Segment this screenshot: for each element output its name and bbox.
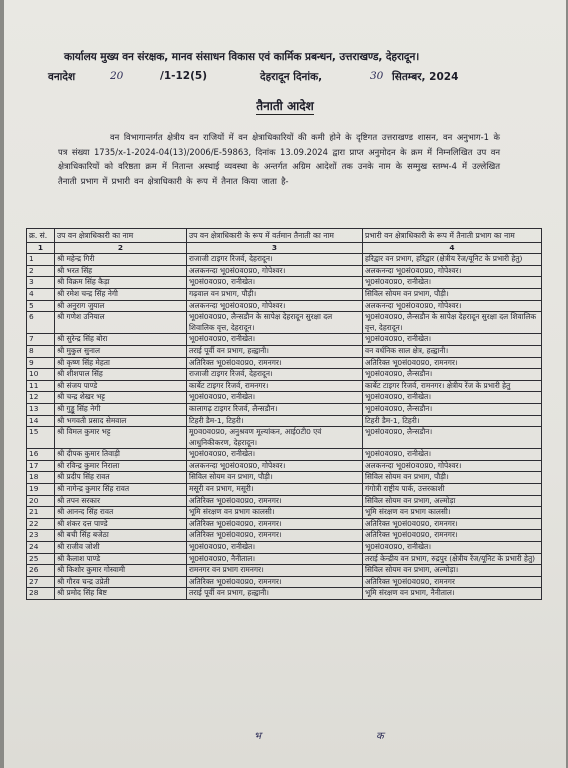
order-paragraph: वन विभागान्तर्गत क्षेत्रीय वन राजियों में वन क्षेत्राधिकारियों की कमी होने के दृष्टिगत उत्तराखण्ड शासन, वन अनुभाग-1 के पत्र संख्या 1735/x-1-2024-04(13)/2006/E-59863, दिनांक 13.09.2024 द्वारा प्राप्त अनुमोदन के क्रम में निम्नलिखित उप वन क्षेत्राधिकारियों को वरिष्ठता क्रम में नितान्त अस्थाई व्यवस्था के अन्तर्गत अग्रिम आदेशों तक उनके नाम के सम्मुख स्तम्भ-4 में उल्लेखित तैनाती प्रभाग में प्रभारी वन क्षेत्राधिकारी के रूप में तैनात किया जाता है-: [58, 132, 500, 186]
officer-name-cell: श्री कृष्ण सिंह मेहता: [55, 357, 187, 369]
table-body: [27, 254, 542, 600]
column-number: 1: [27, 242, 55, 254]
table-row: [27, 507, 542, 519]
officer-name-cell: श्री प्रमोद सिंह बिष्ट: [55, 588, 187, 600]
table-row: [27, 277, 542, 289]
current-posting-cell: अतिरिक्त भू0सं0व0प्र0, रामनगर।: [187, 495, 363, 507]
table-row: [27, 530, 542, 542]
officer-name-cell: श्री सुरेन्द्र सिंह बोरा: [55, 334, 187, 346]
table-row: [27, 518, 542, 530]
serial-cell: 9: [27, 357, 55, 369]
officer-name-cell: श्री दीपक कुमार तिवाड़ी: [55, 449, 187, 461]
current-posting-cell: राजाजी टाइगर रिजर्व, देहरादून।: [187, 254, 363, 266]
table-row: [27, 254, 542, 266]
current-posting-cell: भू0सं0व0प्र0, नैनीताल।: [187, 553, 363, 565]
serial-cell: 12: [27, 392, 55, 404]
serial-cell: 28: [27, 588, 55, 600]
serial-cell: 6: [27, 312, 55, 334]
current-posting-cell: गढ़वाल वन प्रभाग, पौड़ी।: [187, 288, 363, 300]
serial-cell: 24: [27, 542, 55, 554]
table-row: [27, 460, 542, 472]
new-posting-cell: भू0सं0व0प्र0, रानीखेत।: [363, 277, 542, 289]
header-current-posting: उप वन क्षेत्राधिकारी के रूप में वर्तमान तैनाती का नाम: [187, 229, 363, 243]
officer-name-cell: श्री विमल कुमार भट्ट: [55, 427, 187, 449]
current-posting-cell: मू0व0व0प्र0, अनुश्रवण मूल्यांकन, आई0टी0 एवं आधुनिकीकरण, देहरादून।: [187, 427, 363, 449]
new-posting-cell: अतिरिक्त भू0सं0व0प्र0, रामनगर: [363, 576, 542, 588]
serial-cell: 16: [27, 449, 55, 461]
new-posting-cell: भू0सं0व0प्र0, लैन्सडौन के सापेक्ष देहरादून सुरक्षा दल शिवालिक वृत्त, देहरादून।: [363, 312, 542, 334]
table-row: [27, 576, 542, 588]
order-reference: /1-12(5): [160, 70, 208, 82]
officer-name-cell: श्री महेन्द्र गिरी: [55, 254, 187, 266]
current-posting-cell: भू0सं0व0प्र0, रानीखेत।: [187, 449, 363, 461]
officer-name-cell: श्री विक्रम सिंह कैड़ा: [55, 277, 187, 289]
new-posting-cell: अलकनन्दा भू0सं0व0प्र0, गोपेश्वर।: [363, 265, 542, 277]
serial-cell: 20: [27, 495, 55, 507]
current-posting-cell: अलकनन्दा भू0सं0व0प्र0, गोपेश्वर।: [187, 265, 363, 277]
new-posting-cell: भू0सं0व0प्र0, रानीखेत।: [363, 542, 542, 554]
officer-name-cell: श्री किशोर कुमार गोस्वामी: [55, 565, 187, 577]
new-posting-cell: अलकनन्दा भू0सं0व0प्र0, गोपेश्वर।: [363, 460, 542, 472]
current-posting-cell: टिहरी डैम-1, टिहरी।: [187, 415, 363, 427]
current-posting-cell: तराई पूर्वी वन प्रभाग, हल्द्वानी।: [187, 588, 363, 600]
serial-cell: 23: [27, 530, 55, 542]
serial-cell: 5: [27, 300, 55, 312]
new-posting-cell: सिविल सोयम वन प्रभाग, पौड़ी।: [363, 472, 542, 484]
new-posting-cell: भू0सं0व0प्र0, लैन्सडौन।: [363, 427, 542, 449]
serial-cell: 10: [27, 369, 55, 381]
current-posting-cell: भू0सं0व0प्र0, लैन्सडौन के सापेक्ष देहरादून सुरक्षा दल शिवालिक वृत्त, देहरादून।: [187, 312, 363, 334]
new-posting-cell: भूमि संरक्षण वन प्रभाग कालसी।: [363, 507, 542, 519]
serial-cell: 11: [27, 380, 55, 392]
table-row: [27, 357, 542, 369]
posting-table: [26, 228, 542, 600]
current-posting-cell: अतिरिक्त भू0सं0व0प्र0, रामनगर।: [187, 357, 363, 369]
officer-name-cell: श्री बची सिंह बजेठा: [55, 530, 187, 542]
serial-cell: 7: [27, 334, 55, 346]
officer-name-cell: श्री आनन्द सिंह रावत: [55, 507, 187, 519]
officer-name-cell: श्री तपन सरकार: [55, 495, 187, 507]
table-row: [27, 300, 542, 312]
serial-cell: 15: [27, 427, 55, 449]
serial-cell: 25: [27, 553, 55, 565]
new-posting-cell: तराई केन्द्रीय वन प्रभाग, रुद्रपुर (क्षेत्रीय रेंज/यूनिट के प्रभारी हेतु): [363, 553, 542, 565]
officer-name-cell: श्री गुड्डू सिंह नेगी: [55, 403, 187, 415]
current-posting-cell: अलकनन्दा भू0सं0व0प्र0, गोपेश्वर।: [187, 300, 363, 312]
table-row: [27, 553, 542, 565]
new-posting-cell: अतिरिक्त भू0सं0व0प्र0, रामनगर।: [363, 357, 542, 369]
officer-name-cell: श्री रमेश चन्द्र सिंह नेगी: [55, 288, 187, 300]
new-posting-cell: सिविल सोयम वन प्रभाग, पौड़ी।: [363, 288, 542, 300]
new-posting-cell: सिविल सोयम वन प्रभाग, अल्मोड़ा।: [363, 565, 542, 577]
header-officer-name: उप वन क्षेत्राधिकारी का नाम: [55, 229, 187, 243]
serial-cell: 26: [27, 565, 55, 577]
current-posting-cell: कालागढ़ टाइगर रिजर्व, लैन्सडौन।: [187, 403, 363, 415]
new-posting-cell: टिहरी डैम-1, टिहरी।: [363, 415, 542, 427]
current-posting-cell: भूमि संरक्षण वन प्रभाग कालसी।: [187, 507, 363, 519]
table-row: [27, 495, 542, 507]
serial-cell: 8: [27, 345, 55, 357]
serial-cell: 17: [27, 460, 55, 472]
table-row: [27, 415, 542, 427]
table-row: [27, 392, 542, 404]
table-row: [27, 565, 542, 577]
column-number: 4: [363, 242, 542, 254]
current-posting-cell: मसूरी वन प्रभाग, मसूरी।: [187, 484, 363, 496]
serial-cell: 18: [27, 472, 55, 484]
current-posting-cell: तराई पूर्वी वन प्रभाग, हल्द्वानी।: [187, 345, 363, 357]
current-posting-cell: कार्बेट टाइगर रिजर्व, रामनगर।: [187, 380, 363, 392]
officer-name-cell: श्री शीशपाल सिंह: [55, 369, 187, 381]
current-posting-cell: अतिरिक्त भू0सं0व0प्र0, रामनगर।: [187, 530, 363, 542]
officer-name-cell: श्री गौरव चन्द्र उप्रेती: [55, 576, 187, 588]
serial-cell: 3: [27, 277, 55, 289]
initial-mark: क: [376, 731, 384, 742]
current-posting-cell: अतिरिक्त भू0सं0व0प्र0, रामनगर।: [187, 518, 363, 530]
serial-cell: 1: [27, 254, 55, 266]
order-title: तैनाती आदेश: [256, 99, 314, 113]
table-row: [27, 288, 542, 300]
officer-name-cell: श्री अनुराग जुयाल: [55, 300, 187, 312]
current-posting-cell: भू0सं0व0प्र0, रानीखेत।: [187, 542, 363, 554]
order-no-value: 20: [110, 70, 124, 82]
current-posting-cell: भू0सं0व0प्र0, रानीखेत।: [187, 277, 363, 289]
officer-name-cell: श्री गणेश उनियाल: [55, 312, 187, 334]
current-posting-cell: सिविल सोयम वन प्रभाग, पौड़ी।: [187, 472, 363, 484]
date-value: 30: [370, 70, 384, 82]
new-posting-cell: वन वर्धनिक साल क्षेत्र, हल्द्वानी।: [363, 345, 542, 357]
serial-cell: 27: [27, 576, 55, 588]
table-row: [27, 542, 542, 554]
serial-cell: 21: [27, 507, 55, 519]
officer-name-cell: श्री भरत सिंह: [55, 265, 187, 277]
officer-name-cell: श्री प्रदीप सिंह रावत: [55, 472, 187, 484]
table-row: [27, 265, 542, 277]
order-no-label: वनादेश: [48, 71, 76, 83]
new-posting-cell: भू0सं0व0प्र0, रानीखेत।: [363, 449, 542, 461]
table-row: [27, 369, 542, 381]
current-posting-cell: भू0सं0व0प्र0, रानीखेत।: [187, 392, 363, 404]
table-row: [27, 345, 542, 357]
table-header-row: [27, 229, 542, 243]
table-row: [27, 334, 542, 346]
current-posting-cell: भू0सं0व0प्र0, रानीखेत।: [187, 334, 363, 346]
table-row: [27, 588, 542, 600]
officer-name-cell: श्री मुकुल सुनाल: [55, 345, 187, 357]
officer-name-cell: श्री शंकर दत्त पाण्डे: [55, 518, 187, 530]
officer-name-cell: श्री कैलाश पाण्डे: [55, 553, 187, 565]
table-row: [27, 472, 542, 484]
new-posting-cell: भूमि संरक्षण वन प्रभाग, नैनीताल।: [363, 588, 542, 600]
officer-name-cell: श्री रविन्द्र कुमार निराला: [55, 460, 187, 472]
new-posting-cell: सिविल सोयम वन प्रभाग, अल्मोड़ा: [363, 495, 542, 507]
new-posting-cell: अतिरिक्त भू0सं0व0प्र0, रामनगर।: [363, 530, 542, 542]
table-row: [27, 380, 542, 392]
header-serial: क्र. सं.: [27, 229, 55, 243]
table-row: [27, 427, 542, 449]
officer-name-cell: श्री भगवती प्रसाद सेमवाल: [55, 415, 187, 427]
column-number: 3: [187, 242, 363, 254]
header-new-posting: प्रभारी वन क्षेत्राधिकारी के रूप में तैनाती प्रभाग का नाम: [363, 229, 542, 243]
new-posting-cell: अतिरिक्त भू0सं0व0प्र0, रामनगर।: [363, 518, 542, 530]
officer-name-cell: श्री नागेन्द्र कुमार सिंह रावत: [55, 484, 187, 496]
serial-cell: 14: [27, 415, 55, 427]
officer-name-cell: श्री चन्द्र शेखर भट्ट: [55, 392, 187, 404]
serial-cell: 13: [27, 403, 55, 415]
officer-name-cell: श्री राजीव जोशी: [55, 542, 187, 554]
new-posting-cell: गंगोत्री राष्ट्रीय पार्क, उत्तरकाशी: [363, 484, 542, 496]
new-posting-cell: अलकनन्दा भू0सं0व0प्र0, गोपेश्वर।: [363, 300, 542, 312]
current-posting-cell: रामनगर वन प्रभाग रामनगर।: [187, 565, 363, 577]
current-posting-cell: अलकनन्दा भू0सं0व0प्र0, गोपेश्वर।: [187, 460, 363, 472]
serial-cell: 19: [27, 484, 55, 496]
office-heading: कार्यालय मुख्य वन संरक्षक, मानव संसाधन विकास एवं कार्मिक प्रबन्धन, उत्तराखण्ड, देहरादून।: [64, 51, 420, 63]
table-row: [27, 449, 542, 461]
new-posting-cell: भू0सं0व0प्र0, रानीखेत।: [363, 334, 542, 346]
new-posting-cell: भू0सं0व0प्र0, लैन्सडौन।: [363, 369, 542, 381]
month-year: सितम्बर, 2024: [392, 71, 459, 83]
new-posting-cell: कार्बेट टाइगर रिजर्व, रामनगर। क्षेत्रीय रेंज के प्रभारी हेतु: [363, 380, 542, 392]
new-posting-cell: भू0सं0व0प्र0, लैन्सडौन।: [363, 403, 542, 415]
officer-name-cell: श्री संजय पाण्डे: [55, 380, 187, 392]
column-number: 2: [55, 242, 187, 254]
current-posting-cell: अतिरिक्त भू0सं0व0प्र0, रामनगर।: [187, 576, 363, 588]
table-column-number-row: [27, 242, 542, 254]
table-row: [27, 312, 542, 334]
new-posting-cell: हरिद्वार वन प्रभाग, हरिद्वार (क्षेत्रीय रेंज/यूनिट के प्रभारी हेतु): [363, 254, 542, 266]
current-posting-cell: राजाजी टाइगर रिजर्व, देहरादून।: [187, 369, 363, 381]
serial-cell: 4: [27, 288, 55, 300]
initial-mark: भ: [254, 731, 262, 742]
place-date-label: देहरादून दिनांक,: [260, 71, 323, 83]
table-row: [27, 403, 542, 415]
letter-reference-row: [48, 70, 518, 86]
document-page: [4, 0, 566, 768]
table-row: [27, 484, 542, 496]
serial-cell: 22: [27, 518, 55, 530]
new-posting-cell: भू0सं0व0प्र0, रानीखेत।: [363, 392, 542, 404]
serial-cell: 2: [27, 265, 55, 277]
